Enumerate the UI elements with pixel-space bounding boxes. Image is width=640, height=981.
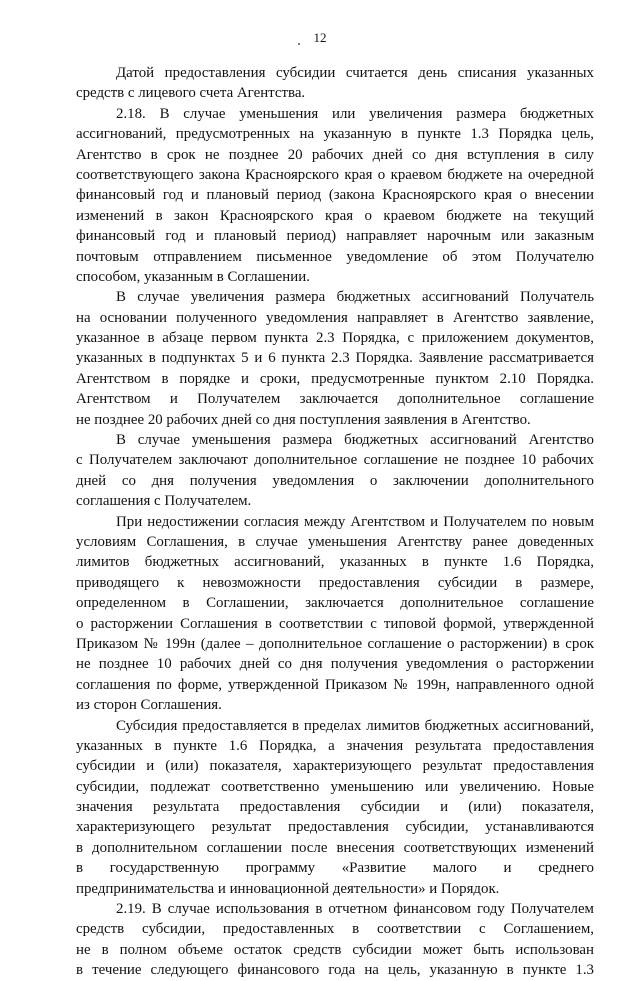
text-line: В случае уменьшения размера бюджетных ассигнований Агентство (116, 432, 594, 449)
text-line: не позднее 20 рабочих дней со дня поступления заявления в Агентство. (76, 411, 531, 428)
text-line: Агентством и Получателем заключается дополнительное соглашение (76, 391, 594, 408)
text-line: о расторжении Соглашения в соответствии с типовой формой, утвержденной (76, 615, 594, 632)
text-line: средств субсидии, предоставленных в соответствии с Соглашением, (76, 921, 594, 938)
text-line: указанных в подпунктах 5 и 6 пункта 2.3 Порядка. Заявление рассматривается (76, 350, 594, 367)
text-line: При недостижении согласия между Агентством и Получателем по новым (116, 513, 594, 530)
text-line: соглашения по форме, утвержденной Приказом № 199н, направленного одной (76, 676, 594, 693)
text-line: указанных в пункте 1.6 Порядка, а значения результата предоставления (76, 737, 594, 754)
text-line: определенном в Соглашении, заключается дополнительное соглашение (76, 595, 594, 612)
text-line: Агентство в срок не позднее 20 рабочих дней со дня вступления в силу (76, 146, 594, 163)
text-line: в течение следующего финансового года на цель, указанную в пункте 1.3 (76, 962, 594, 979)
text-line: финансовый год и плановый период (закона Красноярского края о внесении (76, 187, 594, 204)
text-line: субсидии и (или) показателя, характеризующего результат предоставления (76, 758, 594, 775)
text-line: средств с лицевого счета Агентства. (76, 85, 306, 102)
text-line: условиям Соглашения, в случае уменьшения Агентству ранее доведенных (76, 533, 594, 550)
text-line: не в полном объеме остаток средств субсидии может быть использован (76, 941, 594, 958)
text-line: в государственную программу «Развитие малого и среднего (76, 860, 594, 877)
text-line: соглашения с Получателем. (76, 493, 252, 510)
text-line: на основании полученного уведомления направляет в Агентство заявление, (76, 309, 594, 326)
text-line: почтовым отправлением письменное уведомление об этом Получателю (76, 248, 594, 265)
text-line: предпринимательства и инновационной деятельности» и Порядок. (76, 880, 500, 897)
text-line: в дополнительном соглашении после внесения соответствующих изменений (76, 839, 594, 856)
text-line: из сторон Соглашения. (76, 697, 222, 714)
text-line: с Получателем заключают дополнительное соглашение не позднее 10 рабочих (76, 452, 594, 469)
text-line: характеризующего результат предоставления субсидии, устанавливаются (76, 819, 594, 836)
text-line: финансовый год и плановый период) направляет нарочным или заказным (76, 228, 594, 245)
text-line: Датой предоставления субсидии считается день списания указанных (116, 65, 594, 81)
text-line: лимитов бюджетных ассигнований, указанных в пункте 1.6 Порядка, (76, 554, 594, 571)
text-line: ассигнований, предусмотренных на указанную в пункте 1.3 Порядка цель, (76, 126, 594, 143)
text-line: Субсидия предоставляется в пределах лимитов бюджетных ассигнований, (116, 717, 594, 734)
text-line: дней со дня получения уведомления о заключении дополнительного (76, 472, 594, 489)
text-line: 2.19. В случае использования в отчетном финансовом году Получателем (116, 901, 594, 918)
page-number: 12 (313, 30, 327, 45)
text-line: субсидии, подлежат соответственно уменьшению или увеличению. Новые (76, 778, 594, 795)
text-line: соответствующего закона Красноярского края о краевом бюджете на очередной (76, 166, 594, 183)
text-line: Агентством в порядке и сроки, предусмотренные пунктом 2.10 Порядка. (76, 370, 594, 387)
text-line: Приказом № 199н (далее – дополнительное соглашение о расторжении) в срок (76, 635, 594, 652)
text-line: значения результата предоставления субсидии и (или) показателя, (76, 799, 594, 816)
scan-speck (298, 43, 300, 45)
document-body (76, 63, 594, 981)
text-line: В случае увеличения размера бюджетных ассигнований Получатель (116, 289, 594, 306)
text-line: способом, указанным в Соглашении. (76, 268, 310, 285)
text-line: не позднее 10 рабочих дней со дня получения уведомления о расторжении (76, 656, 594, 673)
text-line: указанное в абзаце первом пункта 2.3 Порядка, с приложением документов, (76, 330, 594, 347)
text-line: 2.18. В случае уменьшения или увеличения размера бюджетных (116, 105, 594, 122)
text-line: приводящего к невозможности предоставления субсидии в размере, (76, 574, 594, 591)
text-line: изменений в закон Красноярского края о краевом бюджете на текущий (76, 207, 594, 224)
